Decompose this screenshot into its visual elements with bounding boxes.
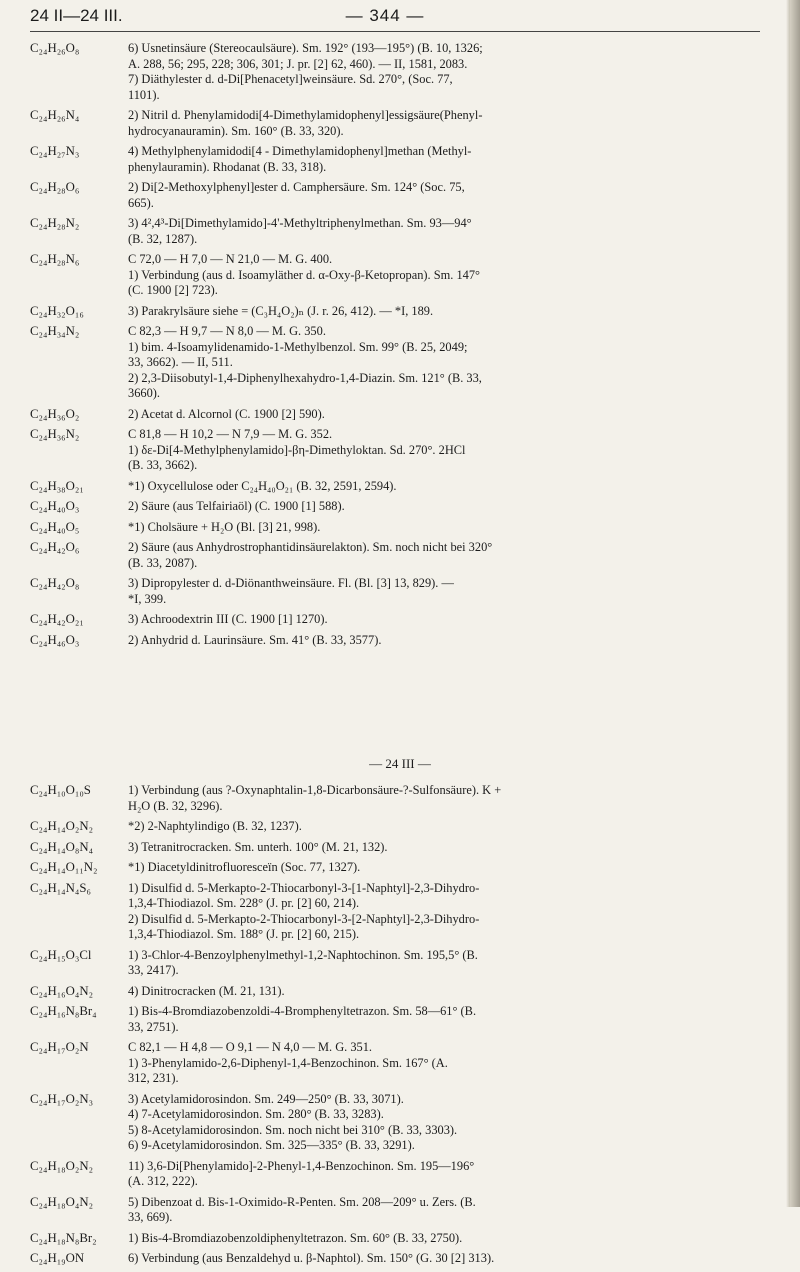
formula-entry	[30, 1092, 750, 1154]
molecular-formula: C₂₄H₄₂O₈	[30, 576, 80, 590]
entry-text	[128, 304, 750, 320]
molecular-formula: C₂₄H₁₆N₈Br₄	[30, 1004, 97, 1018]
entry-line: 2) Nitril d. Phenylamidodi[4-Dimethylamidophenyl]essigsäure(Phenyl-	[128, 108, 483, 122]
molecular-formula: C₂₄H₃₂O₁₆	[30, 303, 84, 318]
entry-text	[128, 783, 750, 814]
entry-line: 33, 669).	[128, 1210, 173, 1224]
entry-line: 6) Verbindung (aus Benzaldehyd u. β-Naphtol). Sm. 150° (G. 30 [2] 313).	[128, 1251, 495, 1265]
formula-entry	[30, 1040, 750, 1087]
formula-entry	[30, 1159, 750, 1190]
molecular-formula: C₂₄H₄₀O₅	[30, 519, 80, 534]
molecular-formula: C₂₄H₁₀O₁₀S	[30, 783, 91, 797]
entry-line: 1) bim. 4-Isoamylidenamido-1-Methylbenzol. Sm. 99° (B. 25, 2049;	[128, 339, 468, 354]
entry-line: H₂O (B. 32, 3296).	[128, 798, 223, 813]
formula-entry	[30, 180, 750, 211]
page-edge	[790, 0, 800, 1207]
entry-text	[128, 881, 750, 943]
entry-line: 665).	[128, 195, 154, 210]
molecular-formula: C₂₄H₄₂O₂₁	[30, 612, 84, 626]
entry-line: 3) Dipropylester d. d-Diönanthweinsäure. Fl. (Bl. [3] 13, 829). —	[128, 576, 454, 590]
entry-line: *1) Diacetyldinitrofluoresceïn (Soc. 77, 1327).	[128, 860, 361, 874]
molecular-formula: C₂₄H₂₆O₈	[30, 41, 80, 55]
running-head: 24 II—24 III.	[30, 6, 123, 25]
formula-entry	[30, 499, 750, 515]
molecular-formula: C₂₄H₁₄O₁₁N₂	[30, 860, 98, 874]
entry-text	[128, 144, 750, 175]
entry-text	[128, 180, 750, 211]
entry-line: 2) Disulfid d. 5-Merkapto-2-Thiocarbonyl-3-[2-Naphtyl]-2,3-Dihydro-	[128, 911, 480, 926]
formula-entry	[30, 407, 750, 423]
entry-line: 2) Säure (aus Telfairiaöl) (C. 1900 [1] 588).	[128, 499, 345, 513]
entry-line: *1) Oxycellulose oder C₂₄H₄₀O₂₁ (B. 32, 2591, 2594).	[128, 478, 397, 493]
entry-line: C 81,8 — H 10,2 — N 7,9 — M. G. 352.	[128, 427, 333, 441]
molecular-formula: C₂₄H₁₆O₄N₂	[30, 983, 94, 998]
entry-line: 11) 3,6-Di[Phenylamido]-2-Phenyl-1,4-Benzochinon. Sm. 195—196°	[128, 1158, 475, 1173]
entry-line: 3660).	[128, 386, 161, 400]
entry-line: (B. 33, 2087).	[128, 555, 198, 570]
formula-entry	[30, 576, 750, 607]
entry-line: 2) Säure (aus Anhydrostrophantidinsäurelakton). Sm. noch nicht bei 320°	[128, 540, 493, 554]
entry-text	[128, 520, 750, 536]
entry-text	[128, 860, 750, 876]
entry-text	[128, 1231, 750, 1247]
entry-line: 2) 2,3-Diisobutyl-1,4-Diphenylhexahydro-1,4-Diazin. Sm. 121° (B. 33,	[128, 370, 482, 385]
entry-line: 4) 7-Acetylamidorosindon. Sm. 280° (B. 33, 3283).	[128, 1107, 384, 1121]
entry-line: C 72,0 — H 7,0 — N 21,0 — M. G. 400.	[128, 252, 333, 266]
entry-text	[128, 576, 750, 607]
molecular-formula: C₂₄H₄₂O₆	[30, 540, 80, 554]
molecular-formula: C₂₄H₁₈O₄N₂	[30, 1194, 94, 1209]
section-24-II	[30, 41, 750, 653]
formula-entry	[30, 216, 750, 247]
formula-entry	[30, 881, 750, 943]
entry-line: 1) Disulfid d. 5-Merkapto-2-Thiocarbonyl-3-[1-Naphtyl]-2,3-Dihydro-	[128, 880, 480, 895]
molecular-formula: C₂₄H₁₄N₄S₆	[30, 880, 91, 895]
entry-line: A. 288, 56; 295, 228; 306, 301; J. pr. [2] 62, 460). — II, 1581, 2083.	[128, 56, 468, 71]
entry-text	[128, 1251, 750, 1267]
entry-line: 1) 3-Phenylamido-2,6-Diphenyl-1,4-Benzochinon. Sm. 167° (A.	[128, 1055, 448, 1070]
entry-line: (A. 312, 222).	[128, 1174, 198, 1188]
entry-text	[128, 840, 750, 856]
formula-entry	[30, 783, 750, 814]
entry-text	[128, 819, 750, 835]
entry-line: 4) Dinitrocracken (M. 21, 131).	[128, 983, 285, 998]
entry-line: *1) Cholsäure + H₂O (Bl. [3] 21, 998).	[128, 519, 321, 534]
formula-entry	[30, 819, 750, 835]
molecular-formula: C₂₄H₂₈N₂	[30, 216, 80, 230]
entry-text	[128, 540, 750, 571]
header-rule	[30, 31, 760, 32]
entry-text	[128, 1195, 750, 1226]
molecular-formula: C₂₄H₄₆O₃	[30, 632, 80, 647]
entry-line: 6) 9-Acetylamidorosindon. Sm. 325—335° (B. 33, 3291).	[128, 1138, 415, 1152]
molecular-formula: C₂₄H₁₈O₂N₂	[30, 1158, 94, 1173]
entry-text	[128, 479, 750, 495]
formula-entry	[30, 633, 750, 649]
formula-entry	[30, 144, 750, 175]
section-24-III	[30, 783, 750, 1272]
page-header	[30, 6, 740, 32]
page-number: — 344 —	[345, 6, 425, 25]
molecular-formula: C₂₄H₁₇O₂N₃	[30, 1091, 94, 1106]
entry-line: 3) Parakrylsäure siehe = (C₃H₄O₂)ₙ (J. r. 26, 412). — *I, 189.	[128, 303, 434, 318]
entry-line: hydrocyanauramin). Sm. 160° (B. 33, 320).	[128, 123, 344, 138]
entry-line: 4) Methylphenylamidodi[4 - Dimethylamidophenyl]methan (Methyl-	[128, 144, 472, 158]
molecular-formula: C₂₄H₃₈O₂₁	[30, 478, 84, 493]
entry-text	[128, 499, 750, 515]
entry-line: 1) δε-Di[4-Methylphenylamido]-βη-Dimethyloktan. Sd. 270°. 2HCl	[128, 442, 466, 457]
entry-line: 312, 231).	[128, 1071, 179, 1085]
molecular-formula: C₂₄H₂₈O₆	[30, 180, 80, 194]
formula-entry	[30, 840, 750, 856]
entry-text	[128, 612, 750, 628]
entry-text	[128, 41, 750, 103]
formula-entry	[30, 304, 750, 320]
formula-entry	[30, 1251, 750, 1267]
formula-entry	[30, 252, 750, 299]
entry-line: *I, 399.	[128, 591, 167, 606]
entry-text	[128, 407, 750, 423]
molecular-formula: C₂₄H₂₆N₄	[30, 108, 80, 122]
entry-line: 3) Tetranitrocracken. Sm. unterh. 100° (M. 21, 132).	[128, 839, 388, 854]
entry-line: C 82,1 — H 4,8 — O 9,1 — N 4,0 — M. G. 351.	[128, 1040, 373, 1054]
entry-line: 1) Bis-4-Bromdiazobenzoldiphenyltetrazon. Sm. 60° (B. 33, 2750).	[128, 1230, 463, 1245]
molecular-formula: C₂₄H₁₅O₃Cl	[30, 947, 92, 962]
molecular-formula: C₂₄H₁₇O₂N	[30, 1040, 89, 1054]
entry-text	[128, 252, 750, 299]
molecular-formula: C₂₄H₃₆N₂	[30, 427, 80, 441]
formula-entry	[30, 860, 750, 876]
formula-entry	[30, 479, 750, 495]
molecular-formula: C₂₄H₃₄N₂	[30, 324, 80, 338]
entry-text	[128, 984, 750, 1000]
entry-text	[128, 1159, 750, 1190]
molecular-formula: C₂₄H₃₆O₂	[30, 406, 80, 421]
entry-line: 1) Verbindung (aus ?-Oxynaphtalin-1,8-Dicarbonsäure-?-Sulfonsäure). K +	[128, 783, 502, 797]
formula-entry	[30, 1004, 750, 1035]
entry-line: 1,3,4-Thiodiazol. Sm. 188° (J. pr. [2] 60, 215).	[128, 927, 360, 941]
entry-line: 3) 4²,4³-Di[Dimethylamido]-4'-Methyltriphenylmethan. Sm. 93—94°	[128, 216, 472, 230]
entry-line: (B. 33, 3662).	[128, 458, 198, 472]
entry-line: 3) Achroodextrin III (C. 1900 [1] 1270).	[128, 612, 328, 626]
formula-entry	[30, 324, 750, 402]
entry-line: 2) Di[2-Methoxylphenyl]ester d. Camphersäure. Sm. 124° (Soc. 75,	[128, 180, 465, 194]
entry-text	[128, 324, 750, 402]
entry-line: (C. 1900 [2] 723).	[128, 283, 218, 297]
entry-text	[128, 633, 750, 649]
formula-entry	[30, 612, 750, 628]
formula-entry	[30, 108, 750, 139]
entry-text	[128, 1004, 750, 1035]
molecular-formula: C₂₄H₁₄O₈N₄	[30, 839, 94, 854]
formula-entry	[30, 948, 750, 979]
entry-line: 7) Diäthylester d. d-Di[Phenacetyl]weinsäure. Sd. 270°, (Soc. 77,	[128, 72, 453, 86]
entry-line: 1) Bis-4-Bromdiazobenzoldi-4-Bromphenyltetrazon. Sm. 58—61° (B.	[128, 1004, 477, 1018]
molecular-formula: C₂₄H₁₈N₈Br₂	[30, 1230, 97, 1245]
formula-entry	[30, 520, 750, 536]
molecular-formula: C₂₄H₁₄O₂N₂	[30, 819, 94, 833]
entry-line: C 82,3 — H 9,7 — N 8,0 — M. G. 350.	[128, 324, 326, 338]
molecular-formula: C₂₄H₄₀O₃	[30, 499, 80, 513]
entry-line: 1,3,4-Thiodiazol. Sm. 228° (J. pr. [2] 60, 214).	[128, 896, 360, 910]
entry-line: 1) 3-Chlor-4-Benzoylphenylmethyl-1,2-Naphtochinon. Sm. 195,5° (B.	[128, 947, 478, 962]
entry-line: (B. 32, 1287).	[128, 231, 198, 246]
entry-line: 2) Acetat d. Alcornol (C. 1900 [2] 590).	[128, 406, 325, 421]
formula-entry	[30, 1231, 750, 1247]
entry-line: 5) Dibenzoat d. Bis-1-Oximido-R-Penten. Sm. 208—209° u. Zers. (B.	[128, 1194, 476, 1209]
entry-line: 5) 8-Acetylamidorosindon. Sm. noch nicht bei 310° (B. 33, 3303).	[128, 1122, 458, 1137]
entry-line: 2) Anhydrid d. Laurinsäure. Sm. 41° (B. 33, 3577).	[128, 632, 382, 647]
entry-text	[128, 948, 750, 979]
entry-text	[128, 1092, 750, 1154]
entry-line: *2) 2-Naphtylindigo (B. 32, 1237).	[128, 819, 302, 833]
entry-text	[128, 216, 750, 247]
entry-text	[128, 1040, 750, 1087]
formula-entry	[30, 984, 750, 1000]
formula-entry	[30, 1195, 750, 1226]
entry-line: 3) Acetylamidorosindon. Sm. 249—250° (B. 33, 3071).	[128, 1091, 404, 1106]
molecular-formula: C₂₄H₂₈N₆	[30, 252, 80, 266]
entry-line: 33, 2751).	[128, 1019, 179, 1034]
entry-text	[128, 427, 750, 474]
entry-line: 1101).	[128, 87, 160, 102]
entry-line: 33, 3662). — II, 511.	[128, 355, 233, 369]
entry-line: phenylauramin). Rhodanat (B. 33, 318).	[128, 159, 327, 174]
entry-text	[128, 108, 750, 139]
section-divider: — 24 III —	[369, 756, 431, 771]
entry-line: 1) Verbindung (aus d. Isoamyläther d. α-Oxy-β-Ketopropan). Sm. 147°	[128, 267, 481, 282]
formula-entry	[30, 540, 750, 571]
molecular-formula: C₂₄H₁₉ON	[30, 1251, 85, 1265]
entry-line: 6) Usnetinsäure (Stereocaulsäure). Sm. 192° (193—195°) (B. 10, 1326;	[128, 41, 483, 55]
molecular-formula: C₂₄H₂₇N₃	[30, 144, 80, 158]
entry-line: 33, 2417).	[128, 963, 179, 977]
formula-entry	[30, 427, 750, 474]
formula-entry	[30, 41, 750, 103]
